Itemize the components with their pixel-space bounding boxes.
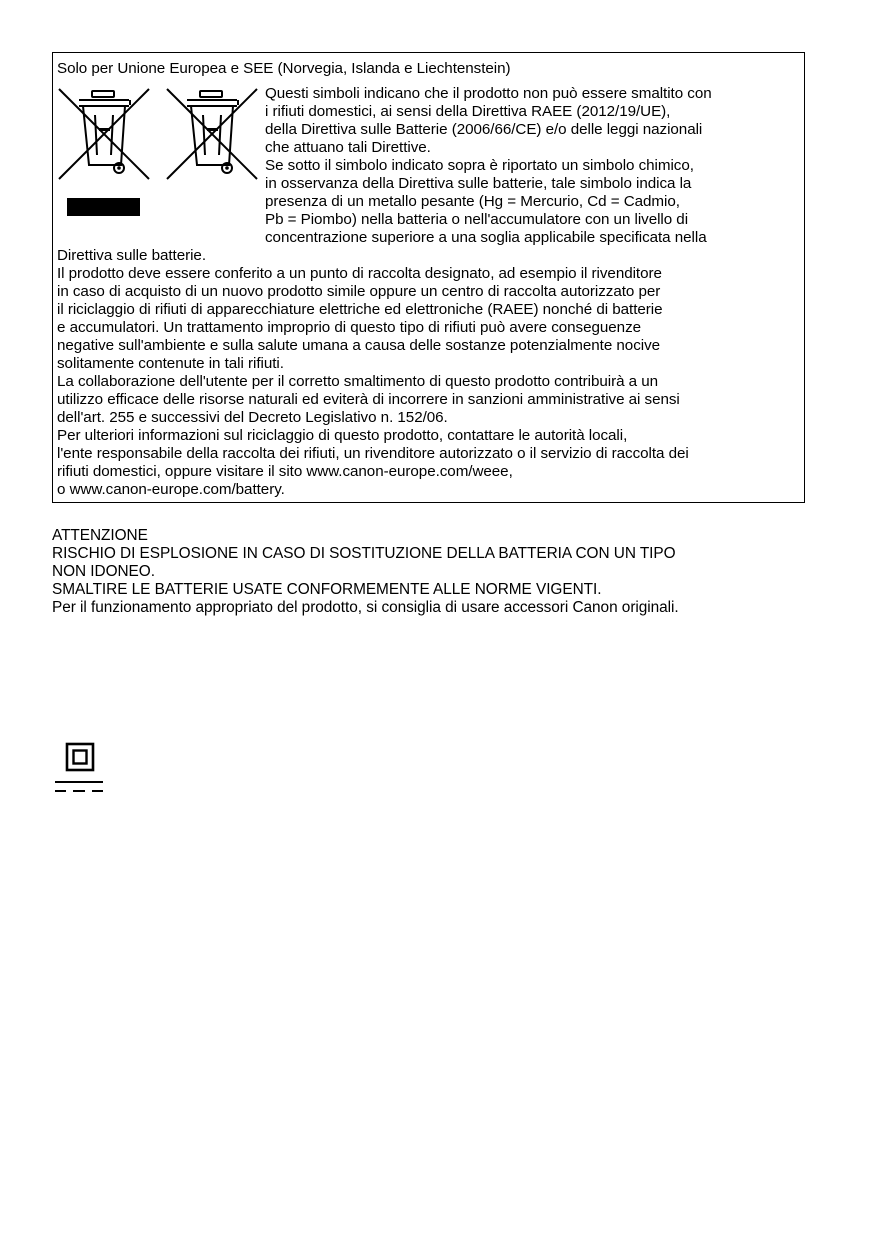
symbol-text-line: i rifiuti domestici, ai sensi della Direttiva RAEE (2012/19/UE), (265, 103, 671, 120)
symbol-text-line: concentrazione superiore a una soglia applicabile specificata nella (265, 229, 707, 246)
class-ii-double-insulation-icon (55, 742, 105, 798)
symbol-text-line: Pb = Piombo) nella batteria o nell'accumulatore con un livello di (265, 211, 689, 228)
body-text-line: dell'art. 255 e successivi del Decreto Legislativo n. 152/06. (57, 409, 448, 426)
body-text-line: La collaborazione dell'utente per il corretto smaltimento di questo prodotto contribuirà a un (57, 373, 659, 390)
body-text-line: Il prodotto deve essere conferito a un punto di raccolta designato, ad esempio il rivenditore (57, 265, 662, 282)
caution-line: RISCHIO DI ESPLOSIONE IN CASO DI SOSTITUZIONE DELLA BATTERIA CON UN TIPO (52, 545, 676, 562)
body-text-line: negative sull'ambiente e sulla salute umana a causa delle sostanze potenzialmente nocive (57, 337, 661, 354)
symbol-text-line: Se sotto il simbolo indicato sopra è riportato un simbolo chimico, (265, 157, 694, 174)
weee-heading: Solo per Unione Europea e SEE (Norvegia, Islanda e Liechtenstein) (57, 60, 511, 77)
body-text-line: in caso di acquisto di un nuovo prodotto simile oppure un centro di raccolta autorizzato per (57, 283, 661, 300)
symbol-text-line: in osservanza della Direttiva sulle batterie, tale simbolo indica la (265, 175, 692, 192)
symbol-text-line: della Direttiva sulle Batterie (2006/66/CE) e/o delle leggi nazionali (265, 121, 703, 138)
body-text-line: solitamente contenute in tali rifiuti. (57, 355, 284, 372)
body-text-line: il riciclaggio di rifiuti di apparecchiature elettriche ed elettroniche (RAEE) nonché di batterie (57, 301, 663, 318)
crossed-bin-battery-icon (55, 85, 153, 197)
direct-current-icon (55, 782, 103, 791)
symbol-text-line: presenza di un metallo pesante (Hg = Mercurio, Cd = Cadmio, (265, 193, 680, 210)
weee-notice-box (52, 52, 805, 503)
caution-line: SMALTIRE LE BATTERIE USATE CONFORMEMENTE ALLE NORME VIGENTI. (52, 581, 602, 598)
symbol-text-line: Questi simboli indicano che il prodotto non può essere smaltito con (265, 85, 712, 102)
body-text-line: o www.canon-europe.com/battery. (57, 481, 285, 498)
caution-heading: ATTENZIONE (52, 527, 148, 544)
body-text-line: utilizzo efficace delle risorse naturali ed eviterà di incorrere in sanzioni amministrative ai sensi (57, 391, 680, 408)
accessories-note: Per il funzionamento appropriato del prodotto, si consiglia di usare accessori Canon originali. (52, 599, 679, 616)
body-text-line: e accumulatori. Un trattamento improprio di questo tipo di rifiuti può avere conseguenze (57, 319, 642, 336)
solid-bar-symbol (67, 198, 140, 216)
body-text-line: Direttiva sulle batterie. (57, 247, 207, 264)
symbol-text-line: che attuano tali Direttive. (265, 139, 431, 156)
crossed-bin-equipment-icon (163, 85, 261, 197)
caution-line: NON IDONEO. (52, 563, 155, 580)
body-text-line: Per ulteriori informazioni sul riciclaggio di questo prodotto, contattare le autorità locali, (57, 427, 628, 444)
body-text-line: rifiuti domestici, oppure visitare il sito www.canon-europe.com/weee, (57, 463, 513, 480)
body-text-line: l'ente responsabile della raccolta dei rifiuti, un rivenditore autorizzato o il servizio di raccolta dei (57, 445, 689, 462)
